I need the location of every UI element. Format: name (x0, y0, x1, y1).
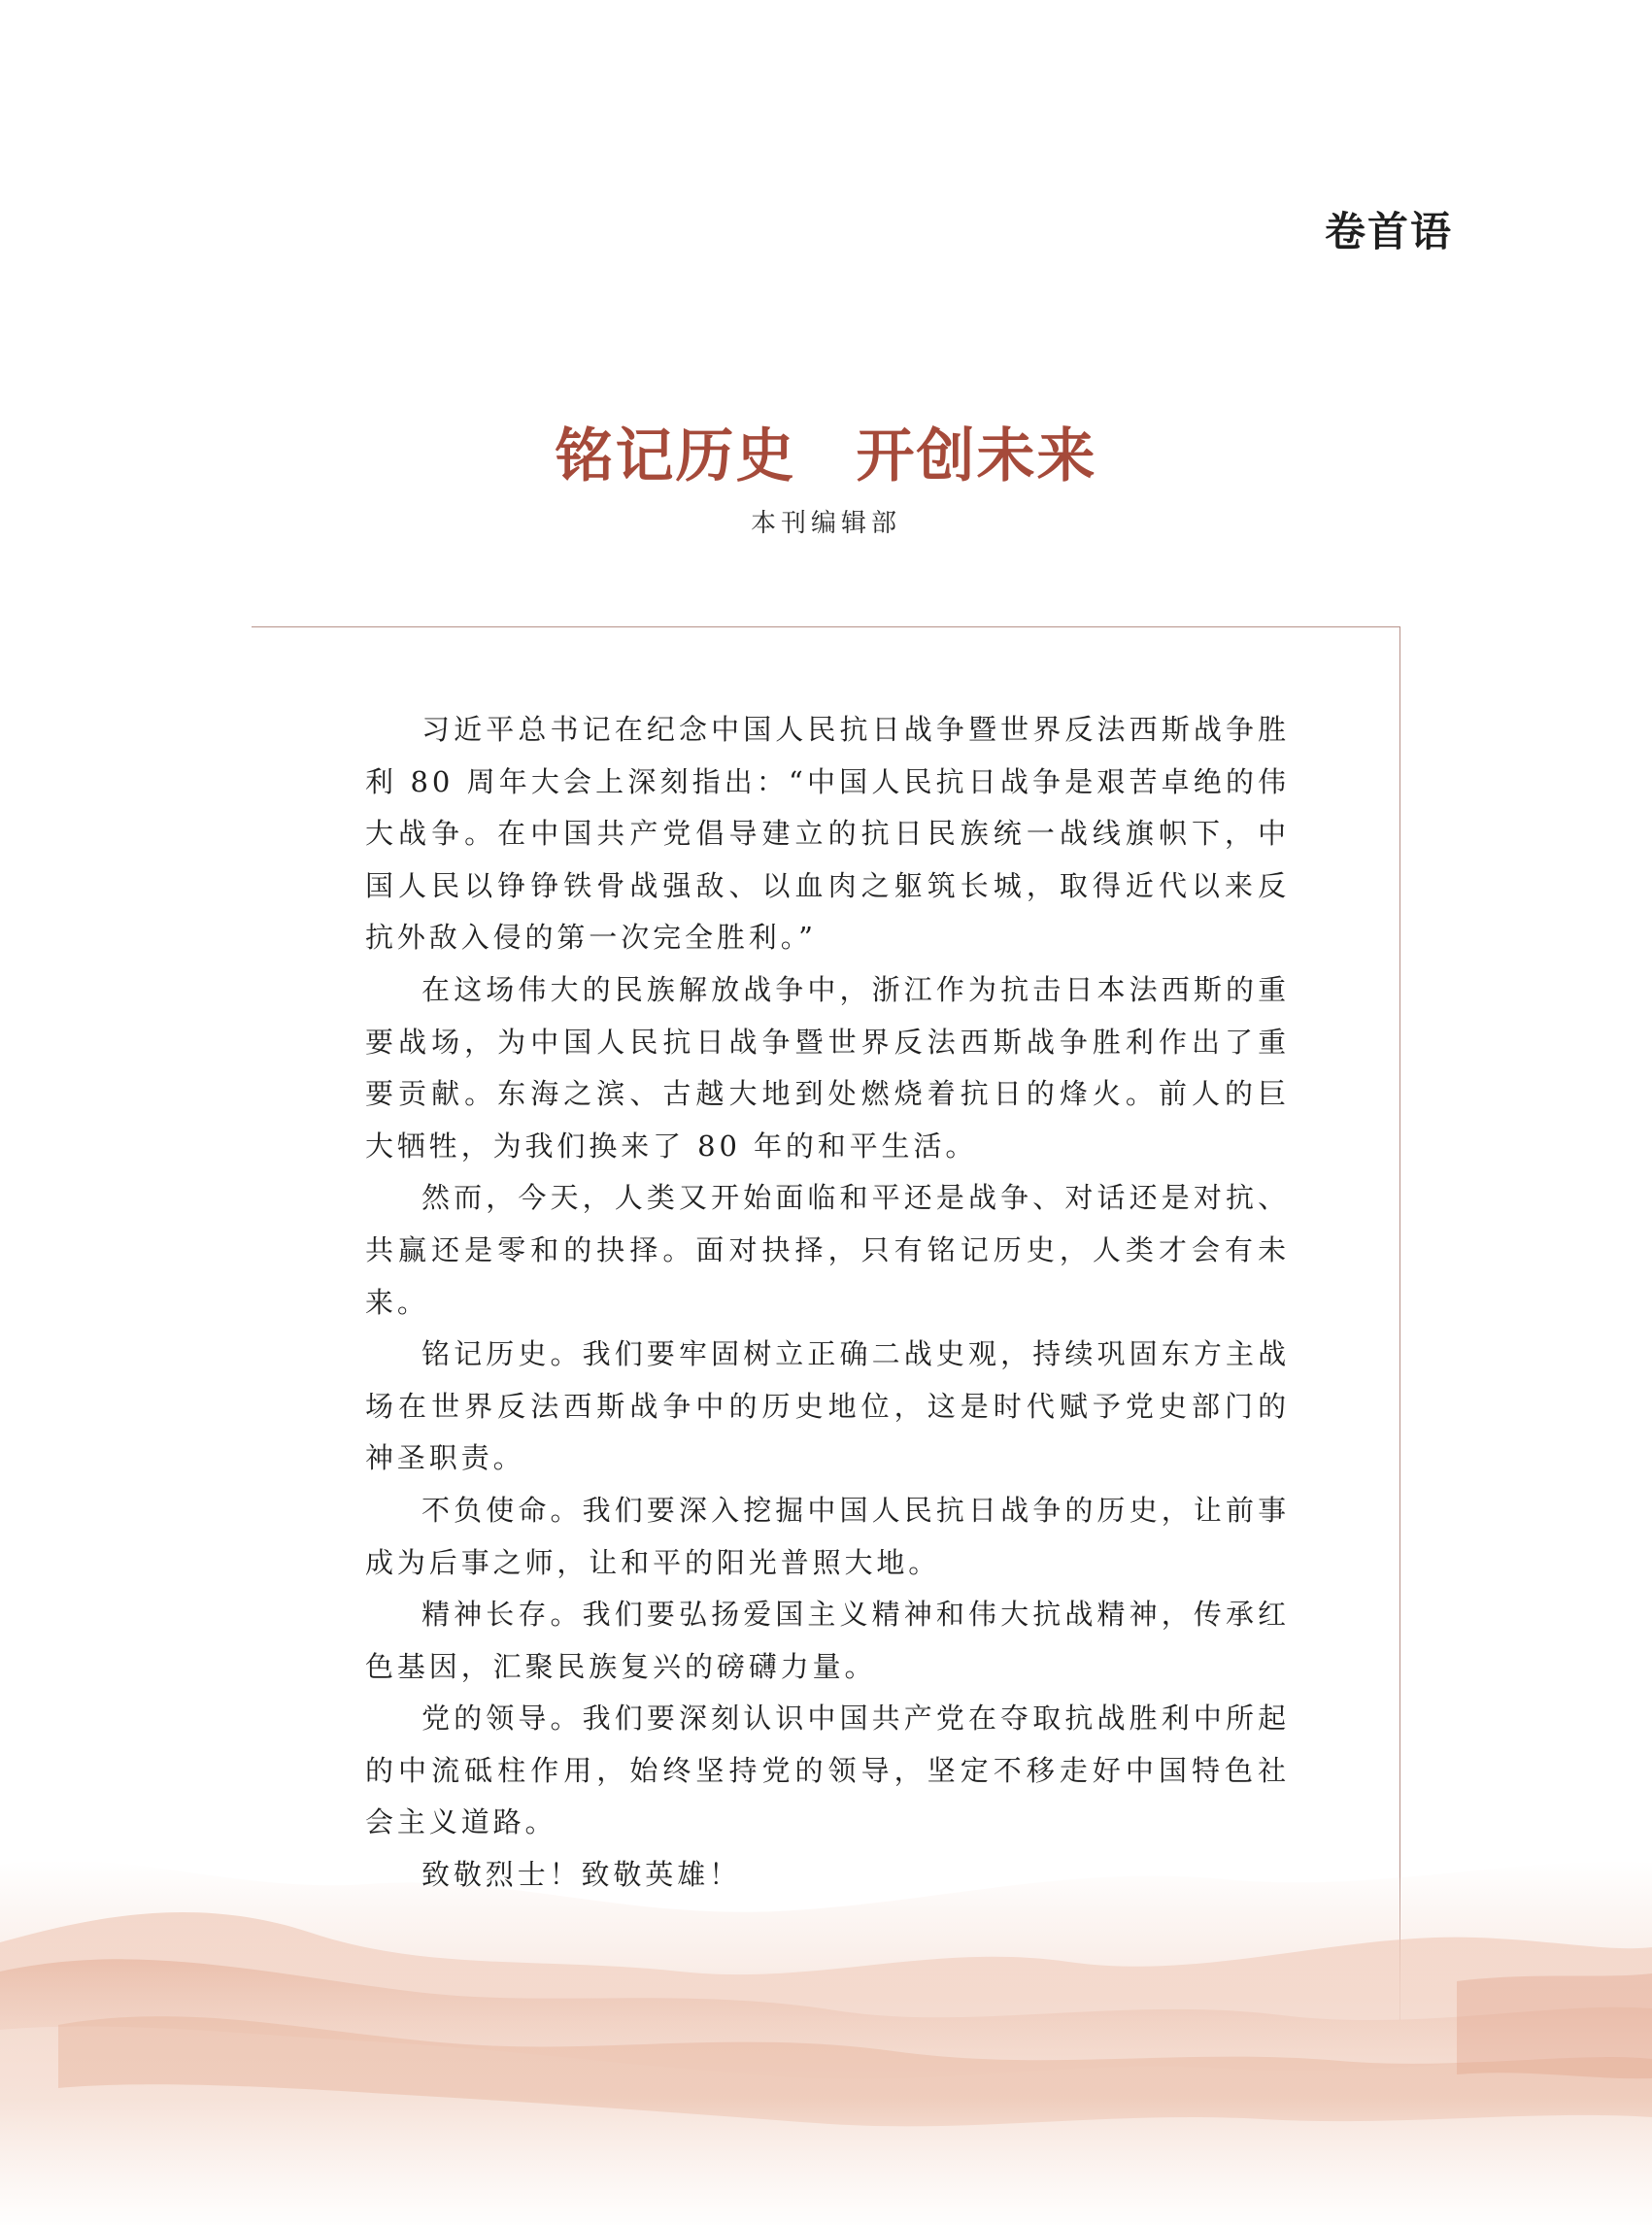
body-paragraph: 铭记历史。我们要牢固树立正确二战史观，持续巩固东方主战场在世界反法西斯战争中的历史地位，这是时代赋予党史部门的神圣职责。 (365, 1337, 1290, 1475)
section-label: 卷首语 (1324, 208, 1453, 255)
body-paragraph: 不负使命。我们要深入挖掘中国人民抗日战争的历史，让前事成为后事之师，让和平的阳光普照大地。 (365, 1493, 1290, 1579)
body-paragraph: 然而，今天，人类又开始面临和平还是战争、对话还是对抗、共赢还是零和的抉择。面对抉择，只有铭记历史，人类才会有未来。 (365, 1181, 1290, 1319)
body-paragraph: 习近平总书记在纪念中国人民抗日战争暨世界反法西斯战争胜利 80 周年大会上深刻指出：“中国人民抗日战争是艰苦卓绝的伟大战争。在中国共产党倡导建立的抗日民族统一战线旗帜下，中国人民以铮铮铁骨战强敌、以血肉之躯筑长城，取得近代以来反抗外敌入侵的第一次完全胜利。” (365, 713, 1290, 955)
body-paragraph: 精神长存。我们要弘扬爱国主义精神和伟大抗战精神，传承红色基因，汇聚民族复兴的磅礴力量。 (365, 1598, 1290, 1683)
frame-top-rule (252, 626, 1400, 627)
body-paragraph: 在这场伟大的民族解放战争中，浙江作为抗击日本法西斯的重要战场，为中国人民抗日战争暨世界反法西斯战争胜利作出了重要贡献。东海之滨、古越大地到处燃烧着抗日的烽火。前人的巨大牺牲，为我们换来了 80 年的和平生活。 (365, 972, 1290, 1163)
article-byline: 本刊编辑部 (750, 509, 901, 538)
frame-right-rule (1399, 626, 1400, 2020)
article-title: 铭记历史 开创未来 (555, 422, 1097, 490)
body-paragraph: 致敬烈士！致敬英雄！ (421, 1858, 742, 1892)
body-paragraph: 党的领导。我们要深刻认识中国共产党在夺取抗战胜利中所起的中流砥柱作用，始终坚持党的领导，坚定不移走好中国特色社会主义道路。 (365, 1702, 1290, 1839)
article-body (365, 704, 1290, 1902)
